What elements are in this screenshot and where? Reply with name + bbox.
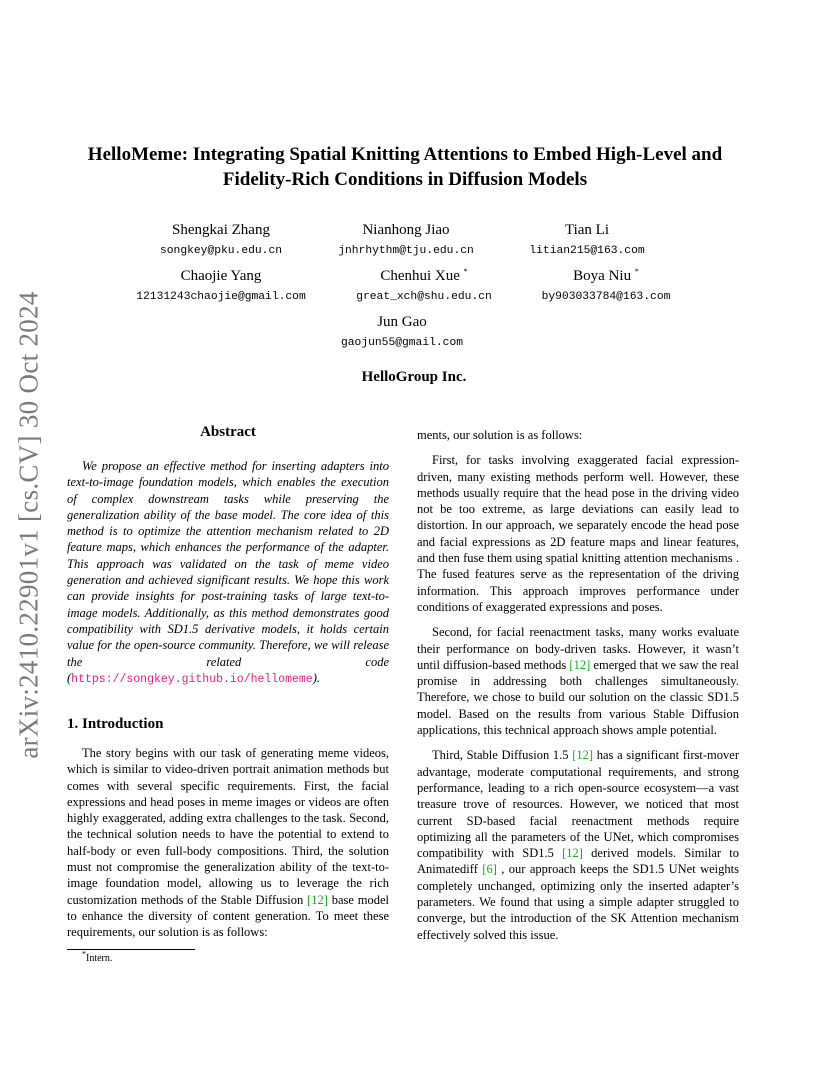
body-text: derived models. Similar to Animatediff (417, 846, 740, 877)
author-name: Tian Li (564, 222, 610, 238)
author-name: Nianhong Jiao (362, 222, 450, 238)
footnote-divider (67, 949, 195, 950)
abstract-heading: Abstract (200, 424, 256, 440)
affiliation: HelloGroup Inc. (361, 369, 467, 385)
introduction-body (67, 745, 389, 941)
section-heading-introduction: 1. Introduction (67, 716, 164, 732)
abstract-text-end: ). (312, 670, 321, 685)
body-text: Third, Stable Diffusion 1.5 (432, 748, 573, 763)
author-block (477, 221, 697, 258)
arxiv-side-identifier (2, 290, 56, 760)
author-name: Jun Gao (377, 314, 427, 330)
author-email: songkey@pku.edu.cn (159, 245, 283, 257)
right-column-body (417, 427, 739, 943)
body-text: Second, for facial reenactment tasks, many works evaluate their performance on body-driven tasks. However, it wasn’t until diffusion-based methods (417, 625, 739, 672)
project-url-link[interactable]: https://songkey.github.io/hellomeme (71, 672, 313, 686)
abstract-text: We propose an effective method for inserting adapters into text-to-image foundation models, which enables the execution of complex downstream tasks while preserving the generalization ability of the base model. The core idea of this method is to optimize the attention mechanism related to 2D feature maps, which enhances the performance of the adapter. This approach was validated on the task of meme video generation and achieved significant results. We hope this work can provide insights for post-training tasks of large text-to-image models. Additionally, as this method demonstrates good compatibility with SD1.5 derivative models, it holds certain value for the open-source community. Therefore, we will release the related code ( (67, 459, 389, 685)
citation-link[interactable]: [12] (572, 748, 594, 763)
author-name: Boya Niu (573, 268, 632, 284)
body-text: , our approach keeps the SD1.5 UNet weights completely unchanged, optimizing only the inserted adapter’s parameters. We found that using a simple adapter struggled to converge, but the introduction of the SK Attention mechanism effectively solved this issue. (417, 862, 739, 942)
author-block (496, 267, 716, 304)
citation-link[interactable]: [12] (569, 657, 591, 672)
intro-text: The story begins with our task of generating meme videos, which is similar to video-driven portrait animation methods but comes with several specific requirements. First, the facial expressions and head poses in meme images or videos are often highly exaggerated, adding extra challenges to the task. Second, the technical solution needs to have the potential to extend to half-body or even full-body compositions. Third, the solution must not compromise the generalization ability of the text-to-image foundation model, allowing us to leverage the rich customization methods of the Stable Diffusion (67, 746, 389, 907)
author-email: gaojun55@gmail.com (340, 337, 464, 349)
author-email: litian215@163.com (529, 245, 645, 257)
author-name: Chaojie Yang (180, 268, 262, 284)
citation-link[interactable]: [6] (482, 862, 497, 877)
right-paragraph-1: First, for tasks involving exaggerated facial expression-driven, many existing methods perform well. However, these methods usually require that the head pose in the driving video not be too extreme, as large deviations can easily lead to distortion. In our approach, we separately encode the head pose and facial expressions as 2D feature maps and linear features, and then fuse them using spatial knitting attention mechanisms . The fused features serve as the representation of the driving information. This approach improves performance under conditions of exaggerated expressions and poses. (417, 453, 739, 614)
body-text: has a significant first-mover advantage, moderate computational requirements, and strong performance, leading to a rich open-source ecosystem—a vast treasure trove of resources. However, we noticed that most current SD-based facial reenactment methods require optimizing all the parameters of the UNet, which compromises compatibility with SD1.5 (417, 748, 739, 861)
arxiv-id-text: arXiv:2410.22901v1 [cs.CV] 30 Oct 2024 (13, 291, 44, 759)
intro-text: base model to enhance the diversity of content generation. To meet these requirements, our solution is as follows: (67, 892, 389, 940)
abstract-body (67, 458, 389, 688)
author-block (292, 313, 512, 350)
author-email: by903033784@163.com (541, 291, 671, 303)
author-mark: * (463, 267, 468, 276)
author-name: Shengkai Zhang (172, 222, 270, 238)
title-line-2: Fidelity-Rich Conditions in Diffusion Models (222, 169, 588, 190)
author-name: Chenhui Xue (380, 268, 460, 284)
footnote-text: Intern. (86, 953, 113, 964)
author-email: great_xch@shu.edu.cn (356, 291, 492, 303)
author-email: jnhrhythm@tju.edu.cn (338, 245, 474, 257)
body-text: emerged that we saw the real promise in addressing both challenges simultaneously. Therefore, we chose to build our solution on the classic SD1.5 model. Based on the results from various Stable Diffusion applications, this technical approach shows ample potential. (417, 657, 739, 738)
footnote-mark: * (82, 949, 86, 959)
paper-title (60, 142, 750, 192)
citation-link[interactable]: [12] (562, 846, 583, 861)
author-block (111, 267, 331, 304)
citation-link[interactable]: [12] (307, 892, 328, 907)
author-mark: * (634, 267, 639, 276)
right-paragraph-0: ments, our solution is as follows: (417, 428, 583, 442)
author-email: 12131243chaojie@gmail.com (136, 291, 306, 303)
title-line-1: HelloMeme: Integrating Spatial Knitting Attentions to Embed High-Level and (87, 144, 723, 165)
footnote (82, 949, 113, 964)
